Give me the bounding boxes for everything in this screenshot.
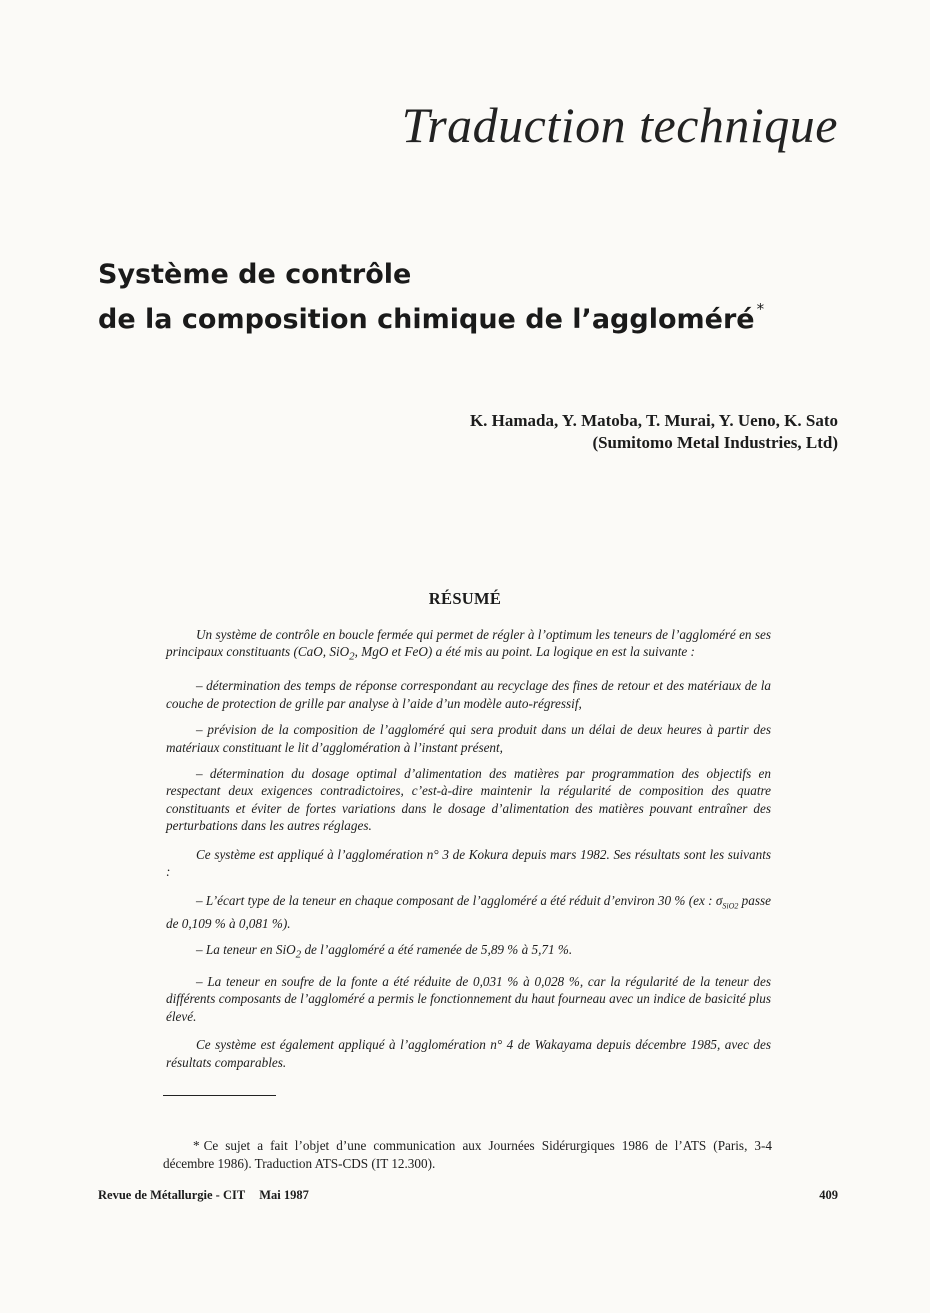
footnote-mark: * <box>193 1138 200 1153</box>
result-item-1-text: – L’écart type de la teneur en chaque composant de l’aggloméré a été réduit d’environ 30 % (ex : σ <box>196 892 723 908</box>
footnote-text: Ce sujet a fait l’objet d’une communication aux Journées Sidérurgiques 1986 de l’ATS (Paris, 3-4 décembre 1986). Traduction ATS-CDS (IT 12.300). <box>163 1138 772 1171</box>
title-line-1: Système de contrôle <box>98 259 412 290</box>
result-item-1 <box>166 892 771 932</box>
result-item-2 <box>166 941 771 964</box>
title-footnote-mark: * <box>756 300 765 318</box>
running-footer <box>98 1188 309 1203</box>
logic-item-2: – prévision de la composition de l’aggloméré qui sera produit dans un délai de deux heures à partir des matériaux constituant le lit d’agglomération à l’instant présent, <box>166 722 771 755</box>
result-item-2-tail: de l’aggloméré a été ramenée de 5,89 % à 5,71 %. <box>301 941 573 957</box>
result-item-2-text: – La teneur en SiO <box>196 941 296 957</box>
abstract-intro-text: Un système de contrôle en boucle fermée qui permet de régler à l’optimum les teneurs de l’aggloméré en ses principaux constituants (CaO, SiO <box>166 627 771 660</box>
logic-item-1: – détermination des temps de réponse correspondant au recyclage des fines de retour et des matériaux de la couche de protection de grille par analyse à l’aide d’un modèle auto-régressif, <box>166 678 771 711</box>
author-affiliation: (Sumitomo Metal Industries, Ltd) <box>592 433 838 452</box>
article-title <box>98 255 764 339</box>
abstract-intro-tail: , MgO et FeO) a été mis au point. La logique en est la suivante : <box>354 644 695 660</box>
author-names: K. Hamada, Y. Matoba, T. Murai, Y. Ueno, K. Sato <box>469 411 838 430</box>
result-item-1-subscript: SiO2 <box>722 901 739 911</box>
closing-paragraph: Ce système est également appliqué à l’agglomération n° 4 de Wakayama depuis décembre 1985, avec des résultats comparables. <box>166 1037 771 1070</box>
abstract-intro-subscript: 2 <box>349 651 355 664</box>
result-item-2-subscript: 2 <box>295 948 302 961</box>
footnote <box>163 1137 772 1172</box>
page-number: 409 <box>819 1188 838 1202</box>
issue-date: Mai 1987 <box>259 1188 309 1202</box>
title-line-2-text: de la composition chimique de l’aggloméré <box>98 304 755 335</box>
author-block <box>470 410 838 454</box>
section-heading: Traduction technique <box>401 97 838 153</box>
journal-name: Revue de Métallurgie - CIT <box>98 1188 246 1202</box>
result-item-1-tail: passe de 0,109 % à 0,081 %). <box>166 892 771 931</box>
result-item-3: – La teneur en soufre de la fonte a été réduite de 0,031 % à 0,028 %, car la régularité de la teneur des différents composants de l’aggloméré a permis le fonctionnement du haut fourneau avec un indice de basicité plus élevé. <box>166 974 771 1024</box>
abstract-body <box>166 626 771 1082</box>
abstract-heading: RÉSUMÉ <box>428 589 502 608</box>
application-paragraph: Ce système est appliqué à l’agglomération n° 3 de Kokura depuis mars 1982. Ses résultats sont les suivants : <box>166 846 771 880</box>
footnote-rule <box>163 1095 276 1096</box>
logic-item-3: – détermination du dosage optimal d’alimentation des matières par programmation des objectifs en respectant deux exigences contradictoires, c’est-à-dire maintenir la régularité de composition des quatre constituants et éviter de fortes variations dans le dosage d’alimentation des matières pouvant entraîner des perturbations dans les autres réglages. <box>166 766 771 834</box>
abstract-intro <box>166 626 771 666</box>
title-line-2 <box>98 294 764 339</box>
